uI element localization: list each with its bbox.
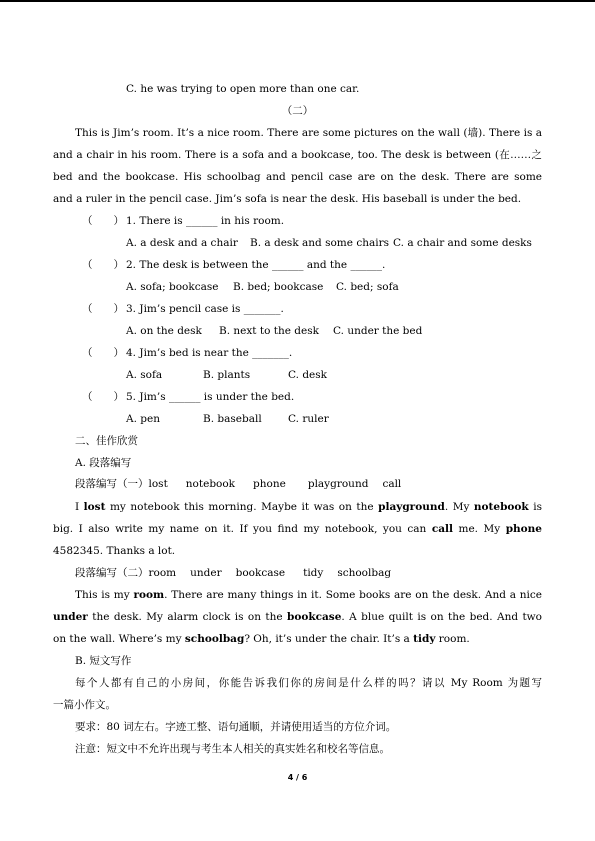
- option-a: A. sofa: [126, 369, 163, 381]
- option-c: C. a chair and some desks: [393, 237, 532, 249]
- word: playground: [307, 478, 369, 490]
- passage2-line: bed and the bookcase. His schoolbag and pencil case are on the desk. There are some: [53, 171, 542, 183]
- option-a: A. sofa; bookcase: [126, 281, 219, 293]
- option-b: B. plants: [203, 369, 251, 381]
- section-title: 二、佳作欣赏: [75, 435, 138, 447]
- page-number: 4 / 6: [287, 773, 308, 782]
- answer-bracket[interactable]: （ ）: [82, 259, 124, 271]
- word: call: [382, 478, 402, 490]
- word: lost: [148, 478, 168, 490]
- para1-label: 段落编写（一）: [75, 478, 149, 490]
- passage2-heading: （二）: [281, 105, 314, 117]
- para2-line: on the wall. Where’s my schoolbag? Oh, it’s under the chair. It’s a tidy room.: [53, 633, 470, 645]
- para1-line: I lost my notebook this morning. Maybe it was on the playground. My notebook is: [75, 501, 542, 513]
- word: phone: [253, 478, 286, 490]
- passage2-line: This is Jim’s room. It’s a nice room. There are some pictures on the wall (墙). There is a: [75, 127, 542, 139]
- option-a: A. pen: [126, 413, 160, 425]
- writing-prompt: 每个人都有自己的小房间，你能告诉我们你的房间是什么样的吗？请以 My Room 为题写: [75, 677, 542, 689]
- word: schoolbag: [337, 567, 392, 579]
- para1-label-row: [75, 477, 401, 491]
- para2-label-row: [75, 566, 391, 580]
- question-stem: 2. The desk is between the ______ and the ______.: [126, 259, 386, 271]
- para1-line: 4582345. Thanks a lot.: [53, 545, 176, 557]
- passage2-line: and a ruler in the pencil case. Jim’s sofa is near the desk. His baseball is under the bed.: [53, 193, 522, 205]
- part-a-title: A. 段落编写: [75, 457, 132, 469]
- para2-line: under the desk. My alarm clock is on the bookcase. A blue quilt is on the bed. And two: [53, 611, 542, 623]
- question-stem: 3. Jim’s pencil case is _______.: [126, 303, 284, 315]
- question-stem: 5. Jim’s ______ is under the bed.: [126, 391, 295, 403]
- para2-line: This is my room. There are many things in it. Some books are on the desk. And a nice: [75, 589, 542, 601]
- passage2-line: and a chair in his room. There is a sofa and a bookcase, too. The desk is between (在……之: [53, 149, 542, 161]
- option-b: B. baseball: [203, 413, 262, 425]
- para1-line: big. I also write my name on it. If you find my notebook, you can call me. My phone: [53, 523, 542, 535]
- option-b: B. bed; bookcase: [233, 281, 324, 293]
- header-rule: [0, 0, 595, 2]
- word: bookcase: [235, 567, 286, 579]
- question-stem: 4. Jim’s bed is near the _______.: [126, 347, 293, 359]
- word: room: [148, 567, 177, 579]
- option-c: C. desk: [288, 369, 328, 381]
- option-c: C. ruler: [288, 413, 329, 425]
- part-b-title: B. 短文写作: [75, 655, 132, 667]
- answer-bracket[interactable]: （ ）: [82, 303, 124, 315]
- answer-bracket[interactable]: （ ）: [82, 391, 124, 403]
- answer-bracket[interactable]: （ ）: [82, 347, 124, 359]
- answer-bracket[interactable]: （ ）: [82, 215, 124, 227]
- option-c: C. under the bed: [333, 325, 423, 337]
- writing-prompt: 一篇小作文。: [53, 699, 116, 711]
- para2-label: 段落编写（二）: [75, 567, 149, 579]
- writing-note: 注意：短文中不允许出现与考生本人相关的真实姓名和校名等信息。: [75, 743, 390, 755]
- writing-requirement: 要求：80 词左右。字迹工整、语句通顺，并请使用适当的方位介词。: [75, 721, 397, 733]
- option-b: B. next to the desk: [219, 325, 319, 337]
- option-c: C. bed; sofa: [336, 281, 399, 293]
- option-b: B. a desk and some chairs: [250, 237, 389, 249]
- option-a: A. on the desk: [126, 325, 202, 337]
- question-stem: 1. There is ______ in his room.: [126, 215, 285, 227]
- passage1-option-c: C. he was trying to open more than one car.: [126, 83, 360, 95]
- word: under: [190, 567, 222, 579]
- word: tidy: [303, 567, 324, 579]
- option-a: A. a desk and a chair: [126, 237, 238, 249]
- word: notebook: [185, 478, 236, 490]
